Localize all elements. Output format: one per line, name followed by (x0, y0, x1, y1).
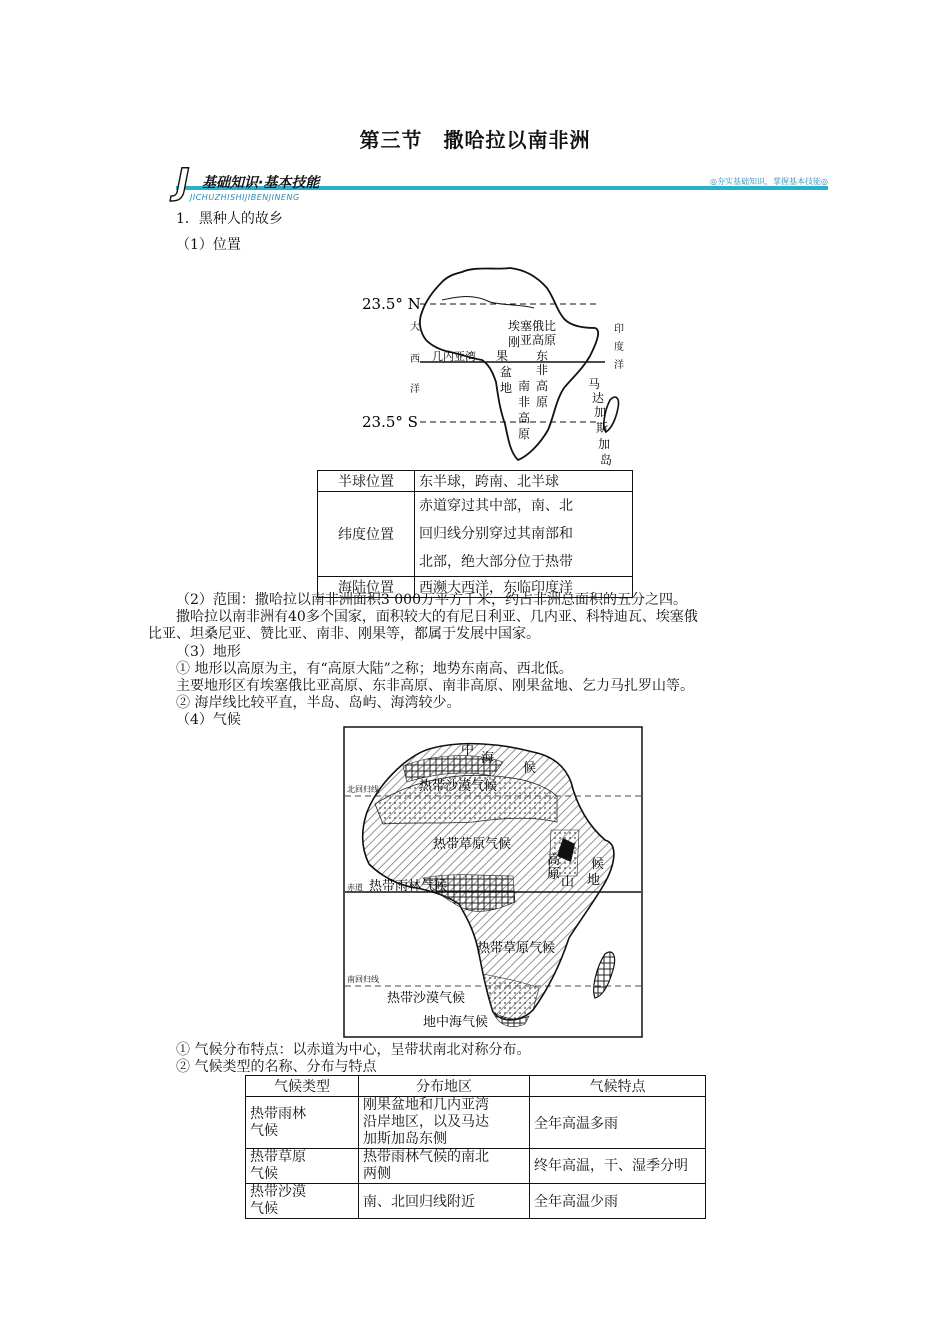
type-cell (246, 1184, 359, 1219)
region-line: 热带雨林气候的南北 (363, 1149, 489, 1165)
climate-table (245, 1075, 706, 1219)
region-cell (359, 1097, 530, 1149)
south-plateau-4: 原 (518, 427, 531, 441)
madagascar-label-5: 加 (598, 437, 611, 451)
pos-value-line: 北部，绝大部分位于热带 (419, 554, 573, 570)
indian-label-3: 洋 (614, 360, 624, 371)
type-line: 气候 (250, 1201, 278, 1217)
terrain-heading: （3）地形 (176, 644, 241, 660)
pos-value-line: 回归线分别穿过其南部和 (419, 526, 573, 542)
equator-label: 赤道 (347, 883, 363, 892)
header-cell: 分布地区 (359, 1076, 530, 1097)
position-table (317, 470, 633, 598)
ethiopia-label-2: 亚高原 (520, 333, 557, 347)
region-cell (359, 1149, 530, 1184)
madagascar-label-1: 马 (588, 377, 601, 391)
north-tropic-label: 北回归线 (347, 785, 379, 794)
lat-south-label: 23.5° S (362, 413, 418, 431)
section-heading: 1．黑种人的故乡 (176, 211, 283, 227)
climate-heading: （4）气候 (176, 712, 241, 728)
indian-label-1: 印 (614, 324, 624, 335)
scope-line-2: 撒哈拉以南非洲有40多个国家，面积较大的有尼日利亚、几内亚、科特迪瓦、埃塞俄 (176, 609, 698, 625)
type-line: 热带雨林 (250, 1105, 306, 1122)
table-row (246, 1149, 706, 1184)
highland-label-1: 高 (547, 853, 561, 868)
region-line: 两侧 (363, 1166, 391, 1182)
pos-value-cell: 西濒大西洋，东临印度洋 (415, 577, 633, 598)
ethiopia-label-1: 埃塞俄比 (508, 319, 557, 333)
type-line: 热带草原 (250, 1149, 306, 1165)
region-line: 刚果盆地和几内亚湾 (363, 1097, 489, 1113)
east-plateau-3: 高 (536, 379, 549, 393)
terrain-line-2: 主要地形区有埃塞俄比亚高原、东非高原、南非高原、刚果盆地、乞力马扎罗山等。 (176, 678, 694, 694)
savanna-north-label: 热带草原气候 (433, 837, 512, 852)
atlantic-label-3: 洋 (410, 384, 420, 395)
pos-label-cell: 海陆位置 (318, 577, 415, 598)
south-plateau-3: 高 (518, 411, 531, 425)
highland-label-2: 原 (547, 867, 561, 882)
lat-north-label: 23.5° N (362, 295, 421, 313)
highland-right-label-1: 候 (591, 857, 605, 872)
med-north-label-3: 候 (523, 761, 537, 776)
terrain-line-3: ② 海岸线比较平直，半岛、岛屿、海湾较少。 (176, 695, 461, 711)
header-cell: 气候类型 (246, 1076, 359, 1097)
banner-tagline: ◎夯实基础知识，掌握基本技能◎ (710, 177, 828, 186)
position-heading: （1）位置 (176, 237, 241, 253)
congo-label-1: 刚 (508, 335, 521, 349)
madagascar-label-3: 加 (594, 405, 607, 419)
climate-map (343, 726, 643, 1038)
pos-label-cell: 纬度位置 (318, 492, 415, 577)
south-plateau-1: 南 (518, 379, 531, 393)
type-line: 气候 (250, 1166, 278, 1182)
basin-label-1: 盆 (500, 365, 513, 379)
table-row (246, 1184, 706, 1219)
east-plateau-2: 非 (536, 363, 549, 377)
indian-label-2: 度 (614, 342, 624, 353)
highland-label-3: 山 (561, 875, 575, 890)
pos-label-cell: 半球位置 (318, 471, 415, 492)
madagascar-label-2: 达 (592, 391, 605, 405)
section-banner (176, 162, 828, 203)
pos-value-cell (415, 492, 633, 577)
congo-label-2: 果 (496, 349, 509, 363)
basin-label-2: 地 (500, 381, 513, 395)
med-north-label-2: 海 (481, 751, 495, 766)
climate-feature-1: ① 气候分布特点：以赤道为中心，呈带状南北对称分布。 (176, 1042, 531, 1058)
region-line: 沿岸地区，以及马达 (363, 1114, 489, 1130)
region-cell: 南、北回归线附近 (359, 1184, 530, 1219)
highland-right-label-2: 地 (587, 873, 601, 888)
sahara-boundary (442, 297, 534, 309)
climate-feature-2: ② 气候类型的名称、分布与特点 (176, 1059, 377, 1075)
pos-value-line: 赤道穿过其中部，南、北 (419, 498, 573, 514)
africa-outline (420, 268, 601, 460)
table-row (246, 1097, 706, 1149)
banner-logo-letter: J (176, 162, 190, 203)
africa-position-map (350, 260, 640, 470)
page-title: 第三节 撒哈拉以南非洲 (359, 128, 591, 152)
header-cell: 气候特点 (530, 1076, 706, 1097)
type-line: 气候 (250, 1122, 278, 1139)
desert-north-label: 热带沙漠气候 (419, 779, 498, 794)
type-cell (246, 1149, 359, 1184)
madagascar-label-4: 斯 (596, 421, 609, 435)
atlantic-label-2: 西 (410, 354, 420, 365)
table-header-row (246, 1076, 706, 1097)
feature-cell: 全年高温少雨 (530, 1184, 706, 1219)
south-tropic-label: 南回归线 (347, 975, 379, 984)
south-plateau-2: 非 (518, 395, 531, 409)
desert-south-label: 热带沙漠气候 (387, 991, 466, 1006)
table-row (318, 471, 633, 492)
terrain-line-1: ① 地形以高原为主，有“高原大陆”之称；地势东南高、西北低。 (176, 661, 573, 677)
banner-pinyin: JICHUZHISHIJIBENJINENG (190, 193, 300, 202)
med-north-label-1: 中 (461, 743, 475, 758)
madagascar-label-6: 岛 (600, 453, 613, 467)
feature-cell: 终年高温，干、湿季分明 (530, 1149, 706, 1184)
region-line: 加斯加岛东侧 (363, 1131, 447, 1147)
rainforest-label: 热带雨林气候 (369, 879, 448, 894)
scope-line-3: 比亚、坦桑尼亚、赞比亚、南非、刚果等，都属于发展中国家。 (148, 626, 540, 642)
gulf-label: 几内亚湾 (432, 350, 476, 363)
banner-label: 基础知识·基本技能 (202, 175, 320, 191)
east-plateau-4: 原 (536, 395, 549, 409)
table-row (318, 492, 633, 577)
atlantic-label-1: 大 (410, 322, 420, 333)
med-south-label: 地中海气候 (423, 1015, 489, 1030)
east-plateau-1: 东 (536, 349, 549, 363)
type-line: 热带沙漠 (250, 1184, 306, 1200)
feature-cell: 全年高温多雨 (530, 1097, 706, 1149)
scope-line-1: （2）范围：撒哈拉以南非洲面积3 000万平方千米，约占非洲总面积的五分之四。 (176, 592, 687, 608)
savanna-south-label: 热带草原气候 (477, 941, 556, 956)
pos-value-cell: 东半球，跨南、北半球 (415, 471, 633, 492)
type-cell (246, 1097, 359, 1149)
